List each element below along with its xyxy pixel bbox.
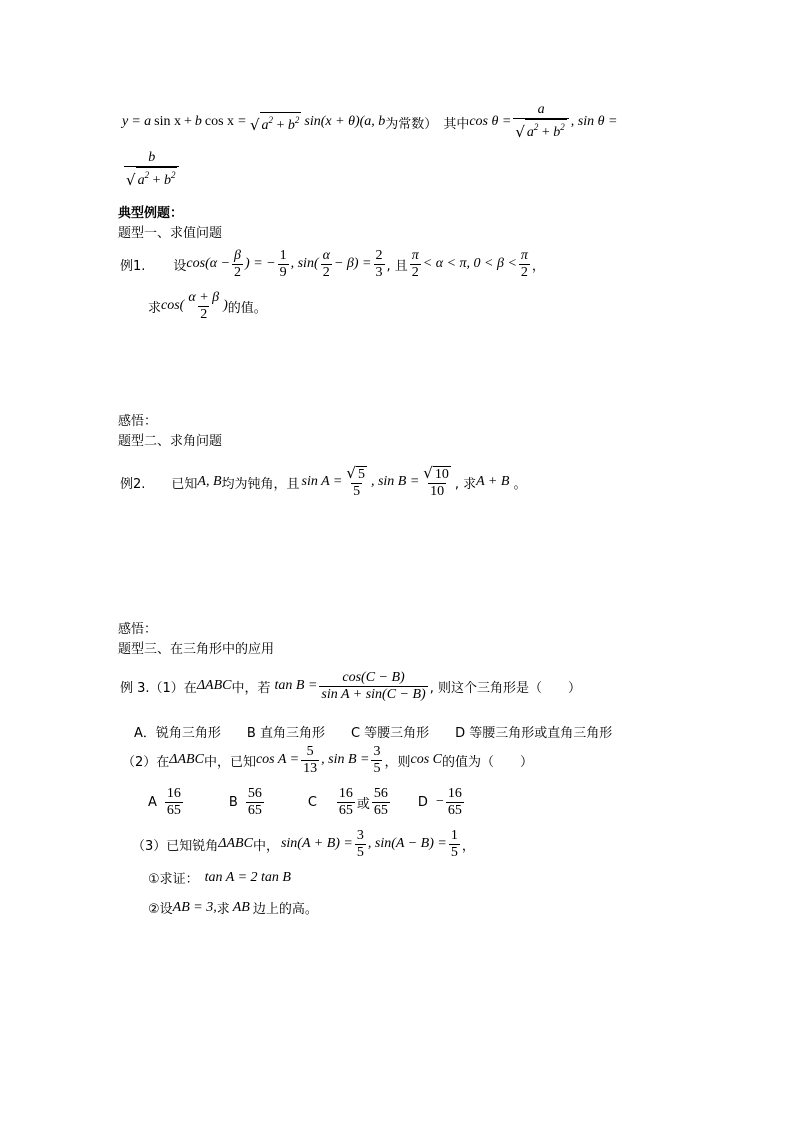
example3-q2: （2）在 ΔABC 中，已知 cos A = $\frac{5}{13}$ , sin B = $\frac{3}{5}$ ，则 cos C 的值为（ ）: [122, 743, 533, 776]
formula-a: a: [144, 114, 152, 129]
type1-title: 题型一、求值问题: [118, 226, 223, 241]
formula-plus: +: [183, 114, 192, 129]
formula-where: 其中: [443, 116, 470, 132]
insight-1: 感悟：: [118, 414, 158, 429]
example3-q1: 例 3.（1）在 ΔABC 中，若 tan B = $\frac{\cos(C - B)}{\text{sin A + sin(C − B)}}$ , 则这个三角形是（ ）: [120, 669, 581, 702]
formula-sin-x-theta: sin(x + θ): [304, 114, 360, 129]
formula-eq2: =: [238, 114, 246, 129]
example1-line: 例1. 设 cos(α − $\frac{\beta}{2}$ ) = − $\frac{1}{9}$ , sin( $\frac{\alpha}{2}$ − β) = $\frac{2}{3}$ , 且 $\frac{\pi}{2}$ < α < π, 0 < β < $\frac{\pi}{2}$ ，: [120, 247, 545, 280]
formula-eq: =: [132, 114, 141, 129]
example3-q1-options: A．锐角三角形 B 直角三角形 C 等腰三角形 D 等腰三角形或直角三角形: [134, 726, 613, 741]
example1-label: 例1.: [120, 258, 146, 274]
formula-ab: (a, b: [359, 114, 386, 129]
example3-q2-options: A $\frac{16}{65}$ B $\frac{56}{65}$ C $\frac{16}{65}$ 或 $\frac{56}{65}$ D − $\frac{16}{65}$: [148, 785, 462, 818]
formula-sqrt: √ $a^2 + b^2$: [250, 112, 301, 133]
example2-label: 例2.: [120, 476, 146, 492]
type3-title: 题型三、在三角形中的应用: [118, 642, 275, 657]
section-heading: 典型例题：: [118, 206, 184, 221]
formula-frac-b: b √ $a^2 + b^2$: [124, 150, 179, 190]
formula-y: y: [122, 114, 129, 129]
example3-q3-part2: ②设 AB = 3, 求 AB 边上的高。: [148, 899, 318, 917]
example2-line: 例2. 已知 A, B 均为钝角，且 sin A = $\frac{√ 5}{5}$ , sin B = $\frac{√ 10}{10}$ , 求 A + B 。: [120, 463, 527, 499]
example1-ask: 求 cos( $\frac{\alpha + \beta}{2}$ ) 的值。: [148, 289, 267, 322]
insight-2: 感悟：: [118, 622, 158, 637]
formula-const: 为常数）: [385, 116, 438, 132]
formula-frac-a: a √ $a^2 + b^2$: [513, 102, 568, 142]
formula-line: [122, 104, 617, 140]
formula-cos-theta: cos θ =: [469, 114, 512, 129]
formula-sin-theta: , sin θ =: [570, 114, 618, 129]
formula-line2: [122, 150, 181, 190]
formula-sinx: sin x: [154, 114, 181, 129]
formula-cosx: cos x: [204, 114, 235, 129]
example3-q3-proof: ①求证： tan A = 2 tan B: [148, 869, 291, 887]
type2-title: 题型二、求角问题: [118, 434, 223, 449]
formula-b: b: [194, 114, 202, 129]
example3-q3: （3）已知锐角 ΔABC 中， sin(A + B) = $\frac{3}{5}$ , sin(A − B) = $\frac{1}{5}$ ，: [132, 827, 475, 860]
